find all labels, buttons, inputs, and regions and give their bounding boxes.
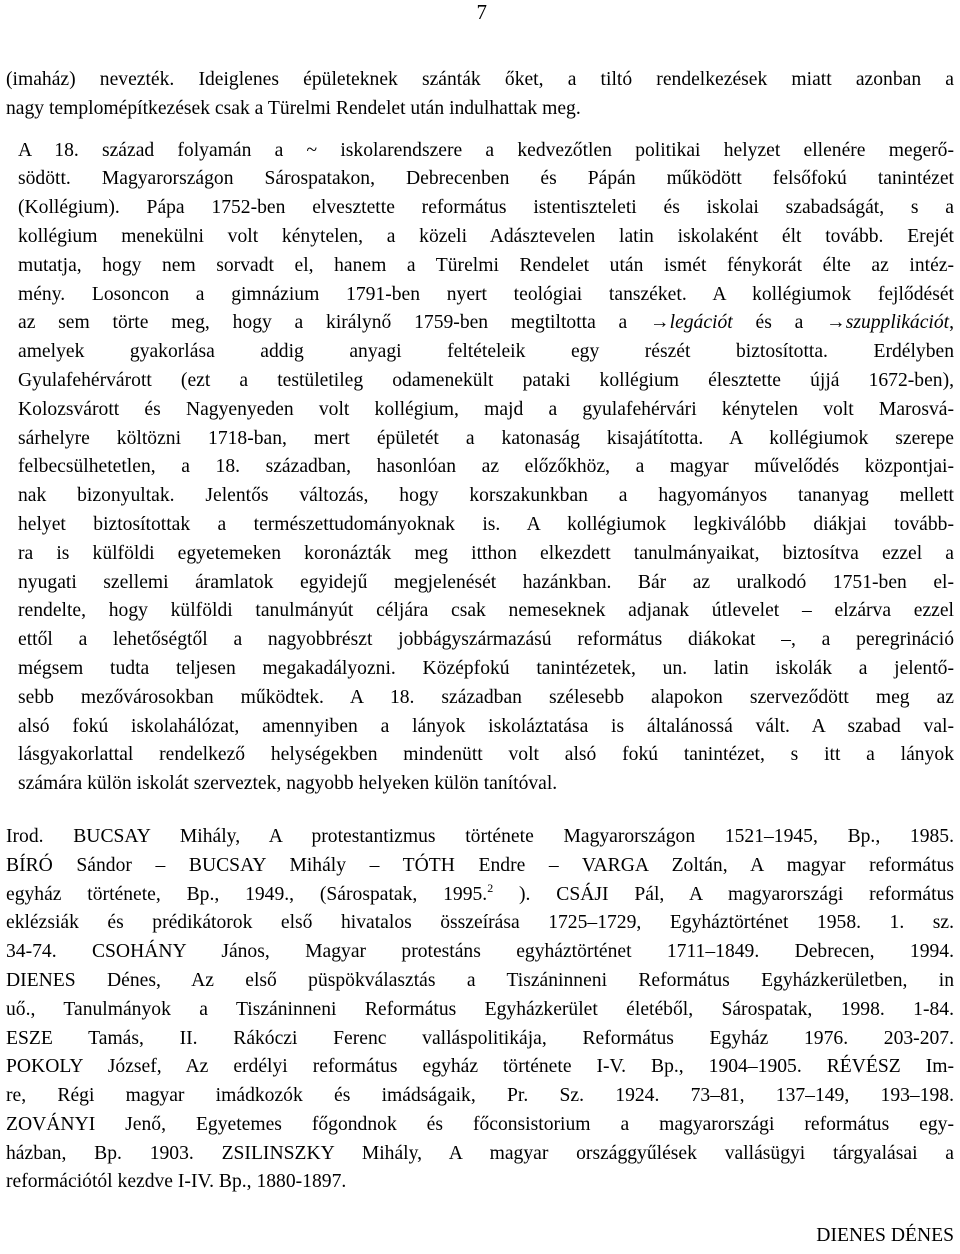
text-fragment: , — [949, 312, 955, 334]
text-line: Gyulafehérvárott (ezt a testületileg odamenekült pataki kollégium élesztette újjá 1672-ben), — [18, 369, 954, 391]
text-line: rendelte, hogy külföldi tanulmányút céljára csak nemeseknek adjanak útlevelet – elzárva ezzel — [18, 600, 954, 622]
text-line: sebb mezővárosokban működtek. A 18. században szélesebb alapokon szerveződött meg az — [18, 686, 954, 708]
text-line: ra is külföldi egyetemeken koronázták meg itthon elkezdett tanulmányaikat, biztosítva ezzel a — [18, 542, 954, 564]
text-line: amelyek gyakorlása addig anyagi feltételeik egy részét biztosította. Erdélyben — [18, 341, 954, 363]
text-line: alsó fokú iskolahálózat, amennyiben a lányok iskoláztatása is általánossá vált. A szabad val- — [18, 715, 954, 737]
text-line: nyugati szellemi áramlatok egyidejű megjelenését hazánkban. Bár az uralkodó 1751-ben el- — [18, 571, 954, 593]
text-line: Kolozsvárott és Nagyenyeden volt kollégium, majd a gyulafehérvári kénytelen volt Marosvá- — [18, 398, 954, 420]
author-signature: DIENES DÉNES — [816, 1225, 954, 1246]
bibliography-line: ESZE Tamás, II. Rákóczi Ferenc valláspolitikája, Református Egyház 1976. 203-207. — [6, 1027, 954, 1049]
text-fragment: egyház története, Bp., 1949., (Sárospatak, 1995. — [6, 883, 488, 905]
body-text — [6, 66, 954, 1197]
bibliography-line: 34-74. CSOHÁNY János, Magyar protestáns egyháztörténet 1711–1849. Debrecen, 1994. — [6, 941, 954, 963]
bibliography — [6, 823, 954, 1197]
bibliography-line: POKOLY József, Az erdélyi református egyház története I-V. Bp., 1904–1905. RÉVÉSZ Im- — [6, 1056, 954, 1078]
text-line: (Kollégium). Pápa 1752-ben elvesztette református istentiszteleti és iskolai szabadságát, s a — [18, 197, 954, 219]
text-line: A 18. század folyamán a ~ iskolarendszere a kedvezőtlen politikai helyzet ellenére megerő- — [18, 139, 954, 161]
text-line: felbecsülhetetlen, a 18. században, hasonlóan az előzőkhöz, a magyar művelődés központjai- — [18, 456, 954, 478]
bibliography-line: házban, Bp. 1903. ZSILINSZKY Mihály, A magyar országgyűlések vallásügyi tárgyalásai a — [6, 1142, 954, 1164]
text-line: mégsem tudta teljesen megakadályozni. Középfokú tanintézetek, un. latin iskolák a jelentő- — [18, 657, 954, 679]
paragraph-main — [6, 137, 954, 799]
bibliography-line: Irod. BUCSAY Mihály, A protestantizmus története Magyarországon 1521–1945, Bp., 1985. — [6, 825, 954, 847]
text-line: (imaház) nevezték. Ideiglenes épületeknek szánták őket, a tiltó rendelkezések miatt azonban a — [6, 69, 954, 90]
text-line: kollégium menekülni volt kénytelen, a közeli Adásztevelen latin iskolaként élt tovább. Erejét — [18, 225, 954, 247]
text-fragment: ). CSÁJI Pál, A magyarországi református — [493, 883, 954, 905]
text-line: nagy templomépítkezések csak a Türelmi Rendelet után indulhattak meg. — [6, 97, 581, 119]
text-fragment: az sem törte meg, hogy a királynő 1759-ben megtiltotta a — [18, 312, 651, 334]
bibliography-line: reformációtól kezdve I-IV. Bp., 1880-1897. — [6, 1171, 347, 1193]
text-line: ettől a lehetőségtől a nagyobbrészt jobbágyszármazású református diákokat –, a peregrináció — [18, 629, 954, 651]
text-line: södött. Magyarországon Sárospatakon, Debrecenben és Pápán működött felsőfokú tanintézet — [18, 168, 954, 190]
page-number: 7 — [476, 0, 487, 24]
bibliography-line: eklézsiák és prédikátorok első hivatalos összeírása 1725–1729, Egyháztörténet 1958. 1. sz. — [6, 912, 954, 934]
text-line: számára külön iskolát szerveztek, nagyobb helyeken külön tanítóval. — [18, 773, 558, 795]
text-line: mutatja, hogy nem sorvadt el, hanem a Türelmi Rendelet után ismét fénykorát élte az intéz- — [18, 254, 954, 276]
paragraph-intro — [6, 66, 954, 124]
bibliography-line: BÍRÓ Sándor – BUCSAY Mihály – TÓTH Endre – VARGA Zoltán, A magyar református — [6, 854, 954, 876]
text-line — [6, 309, 954, 338]
bibliography-line: uő., Tanulmányok a Tiszáninneni Református Egyházkerület életéből, Sárospatak, 1998. 1-84. — [6, 998, 954, 1020]
text-line: nak bizonyultak. Jelentős változás, hogy korszakunkban a hagyományos tananyag mellett — [18, 485, 954, 507]
bibliography-line: re, Régi magyar imádkozók és imádságaik, Pr. Sz. 1924. 73–81, 137–149, 193–198. — [6, 1085, 954, 1107]
text-line: helyet biztosítottak a természettudományoknak is. A kollégiumok legkiválóbb diákjai tovább- — [18, 513, 954, 535]
bibliography-line: ZOVÁNYI Jenő, Egyetemes főgondnok és főconsistorium a magyarországi református egy- — [6, 1113, 954, 1135]
cross-reference-link-legacio[interactable]: →legációt — [650, 312, 733, 334]
text-line: mény. Losoncon a gimnázium 1791-ben nyert teológiai tanszéket. A kollégiumok fejlődését — [18, 283, 954, 305]
edition-superscript: 2 — [487, 880, 494, 895]
text-fragment: és a — [732, 312, 827, 334]
text-line: sárhelyre költözni 1718-ban, mert épületét a katonaság kisajátította. A kollégiumok szerepe — [18, 427, 954, 449]
text-line: lásgyakorlattal rendelkező helységekben mindenütt volt alsó fokú tanintézet, s itt a lányok — [18, 744, 954, 766]
bibliography-line — [6, 881, 954, 910]
bibliography-line: DIENES Dénes, Az első püspökválasztás a Tiszáninneni Református Egyházkerületben, in — [6, 969, 954, 991]
cross-reference-link-szupplikacio[interactable]: →szupplikációt — [826, 312, 950, 334]
